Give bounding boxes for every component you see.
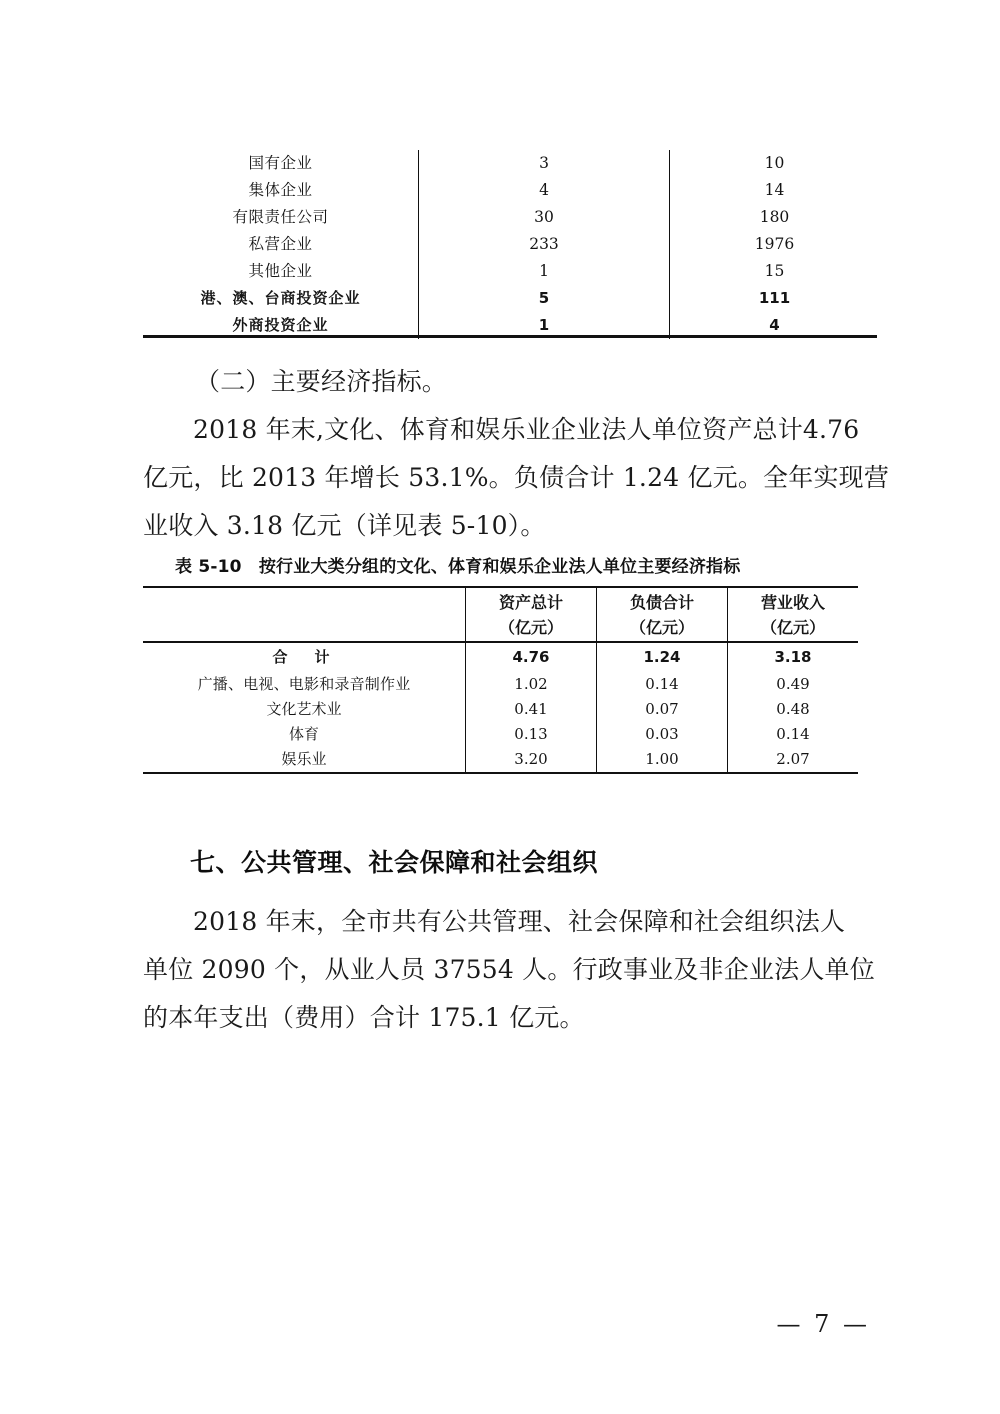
paragraph-public-admin-line-1: 2018 年末，全市共有公共管理、社会保障和社会组织法人	[193, 907, 846, 936]
row-label: 港、澳、台商投资企业	[200, 289, 361, 307]
table-row	[143, 697, 858, 722]
row-value-1: 1	[419, 312, 670, 339]
page-number: — 7 —	[776, 1310, 870, 1338]
row-label: 外商投资企业	[232, 316, 329, 334]
cell-liabilities: 0.07	[597, 697, 728, 722]
row-label: 有限责任公司	[232, 208, 329, 226]
row-value-2: 1976	[670, 231, 880, 258]
table-row	[143, 258, 879, 285]
row-label: 其他企业	[248, 262, 313, 280]
section-heading-seven: 七、公共管理、社会保障和社会组织	[190, 848, 599, 877]
subsection-heading-two: （二）主要经济指标。	[195, 367, 448, 396]
table-bottom-rule	[143, 335, 877, 338]
continued-enterprise-table	[143, 150, 877, 339]
table-row	[143, 150, 879, 177]
cell-assets: 0.41	[466, 697, 597, 722]
paragraph-public-admin-line-3: 的本年支出（费用）合计 175.1 亿元。	[143, 1003, 585, 1032]
continued-table-body	[143, 150, 879, 339]
economic-indicators-table	[143, 586, 858, 774]
row-value-2: 180	[670, 204, 880, 231]
cell-liabilities: 1.24	[597, 642, 728, 672]
header-unit: （亿元）	[498, 617, 563, 637]
table-row	[143, 642, 858, 672]
row-label: 集体企业	[248, 181, 313, 199]
cell-revenue: 3.18	[728, 642, 859, 672]
paragraph-public-admin-line-2: 单位 2090 个，从业人员 37554 人。行政事业及非企业法人单位	[143, 955, 875, 984]
row-value-2: 111	[670, 285, 880, 312]
row-value-1: 1	[419, 258, 670, 285]
cell-revenue: 2.07	[728, 747, 859, 773]
row-label: 合 计	[272, 648, 336, 666]
cell-liabilities: 0.03	[597, 722, 728, 747]
paragraph-economic-line-2: 亿元，比 2013 年增长 53.1%。负债合计 1.24 亿元。全年实现营	[143, 463, 890, 492]
table-row	[143, 231, 879, 258]
cell-assets: 1.02	[466, 672, 597, 697]
header-title: 资产总计	[498, 592, 563, 612]
row-value-1: 4	[419, 177, 670, 204]
table-row	[143, 285, 879, 312]
table-head	[143, 587, 858, 642]
row-value-1: 5	[419, 285, 670, 312]
cell-assets: 4.76	[466, 642, 597, 672]
table-row	[143, 722, 858, 747]
row-value-1: 30	[419, 204, 670, 231]
cell-liabilities: 0.14	[597, 672, 728, 697]
table-body	[143, 642, 858, 773]
table-5-10-caption: 表 5-10 按行业大类分组的文化、体育和娱乐企业法人单位主要经济指标	[175, 557, 741, 577]
row-value-2: 15	[670, 258, 880, 285]
column-header-liabilities	[597, 587, 728, 642]
column-header-category	[143, 587, 466, 642]
table-5-10	[143, 586, 855, 774]
paragraph-economic-line-3: 业收入 3.18 亿元（详见表 5-10）。	[143, 511, 546, 540]
column-header-assets	[466, 587, 597, 642]
row-label: 广播、电视、电影和录音制作业	[197, 675, 411, 693]
cell-assets: 0.13	[466, 722, 597, 747]
row-value-2: 10	[670, 150, 880, 177]
header-title: 负债合计	[629, 592, 694, 612]
cell-revenue: 0.14	[728, 722, 859, 747]
row-label: 文化艺术业	[266, 700, 342, 718]
continued-table	[143, 150, 879, 339]
row-label: 体育	[288, 725, 319, 743]
cell-assets: 3.20	[466, 747, 597, 773]
row-value-2: 14	[670, 177, 880, 204]
table-row	[143, 204, 879, 231]
cell-revenue: 0.49	[728, 672, 859, 697]
row-label: 私营企业	[248, 235, 313, 253]
table-row	[143, 177, 879, 204]
table-row	[143, 747, 858, 773]
row-value-1: 233	[419, 231, 670, 258]
header-title: 营业收入	[760, 592, 825, 612]
column-header-revenue	[728, 587, 859, 642]
row-label: 娱乐业	[281, 750, 327, 768]
cell-revenue: 0.48	[728, 697, 859, 722]
row-label: 国有企业	[248, 154, 313, 172]
cell-liabilities: 1.00	[597, 747, 728, 773]
row-value-1: 3	[419, 150, 670, 177]
header-unit: （亿元）	[629, 617, 694, 637]
paragraph-economic-line-1: 2018 年末,文化、体育和娱乐业企业法人单位资产总计4.76	[193, 415, 860, 444]
row-value-2: 4	[670, 312, 880, 339]
table-header-row	[143, 587, 858, 642]
header-unit: （亿元）	[760, 617, 825, 637]
table-row	[143, 672, 858, 697]
